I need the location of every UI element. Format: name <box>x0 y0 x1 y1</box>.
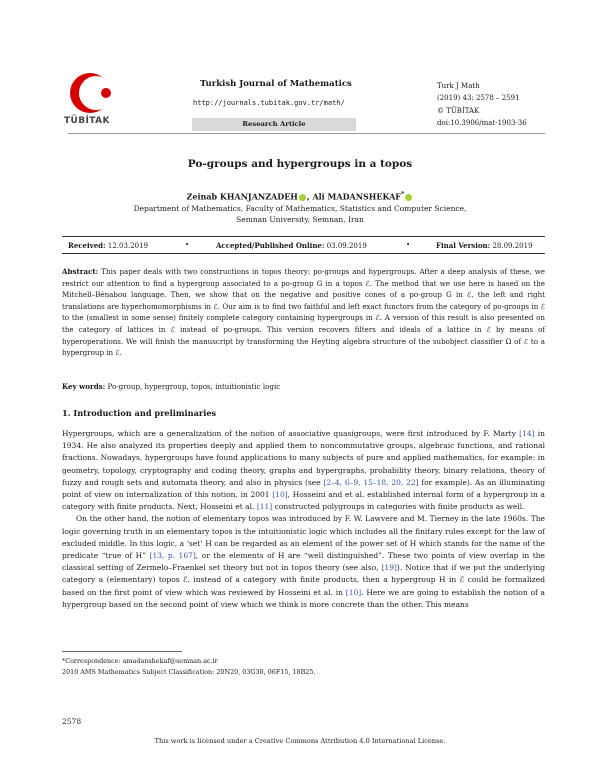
header-divider <box>68 133 545 134</box>
section-heading: 1. Introduction and preliminaries <box>62 408 217 418</box>
abstract-label: Abstract: <box>62 267 99 276</box>
paragraph <box>62 513 545 611</box>
citation-link[interactable]: [11] <box>256 502 273 512</box>
citation-info <box>437 80 527 130</box>
abstract-text: This paper deals with two constructions in topos theory: po-groups and hypergroups. After a deep analysis of these, we restrict our attention to find a hypergroup associated to a po-group G in a topos ℰ. The method that we use here is based on the Mitchell–Bénabou language. Then, we show that on the negative and positive cones of a po-group G in ℰ, the left and right translations are hyperhomomorphisms in ℰ. Our aim is to find two faithful and left exact functors from the category of po-groups in ℰ to the (smallest in some sense) finitely complete category containing hypergroups in ℰ. A version of this result is also presented on the category of lattices in ℰ instead of po-groups. This version recovers filters and ideals of a lattice in ℰ by means of hyperoperations. We will finish the manuscript by transforming the Heyting algebra structure of the subobject classifier Ω of ℰ to a hypergroup in ℰ. <box>62 267 545 358</box>
accepted-label: Accepted/Published Online: <box>216 241 325 250</box>
keywords-text: Po-group, hypergroup, topos, intuitionistic logic <box>107 382 281 391</box>
citation-link[interactable]: [19] <box>381 563 397 573</box>
body-text <box>62 428 545 611</box>
citation-link[interactable]: [10] <box>345 587 362 597</box>
text-run: , Hosseini and et al. established internal form of a hypergroup in a category with finite products. Next, Hosseini et al. <box>62 490 545 512</box>
copyright: © TÜBİTAK <box>437 106 480 115</box>
footnotes <box>62 656 545 677</box>
keywords-label: Key words: <box>62 382 106 391</box>
tubitak-logo <box>66 70 122 116</box>
corresponding-mark: * <box>400 190 405 198</box>
msc-note: 2010 AMS Mathematics Subject Classification: 20N20, 03G30, 06F15, 18B25. <box>62 667 316 676</box>
doi[interactable]: doi:10.3906/mat-1903-36 <box>437 119 527 128</box>
final-label: Final Version: <box>436 241 491 250</box>
text-run: constructed polygroups in categories with finite products as well. <box>272 502 525 512</box>
text-run: , or the elements of H are “well distinguished”. These two points of view overlap in the classical setting of Zermelo–Fraenkel set theory but not in topos theory (see also, <box>62 551 545 573</box>
journal-url[interactable]: http://journals.tubitak.gov.tr/math/ <box>193 99 345 107</box>
citation-link[interactable]: [14] <box>519 429 535 438</box>
affiliation <box>0 203 600 225</box>
bullet: • <box>185 241 190 249</box>
page-number: 2578 <box>62 717 82 726</box>
keywords <box>62 382 545 391</box>
authors: Zeinab KHANJANZADEH , Ali MADANSHEKAF* <box>0 190 600 202</box>
affiliation-line: Semnan University, Semnan, Iran <box>236 215 364 224</box>
citation-link[interactable]: [13, p. 167] <box>149 551 196 561</box>
author-1: Zeinab KHANJANZADEH <box>186 191 298 202</box>
dates-top-rule <box>62 236 545 237</box>
received-date: 12.03.2019 <box>107 242 148 250</box>
bullet: • <box>406 241 411 249</box>
author-2: Ali MADANSHEKAF <box>312 191 401 202</box>
journal-abbrev: Turk J Math <box>437 82 480 90</box>
text-run: in 1934. He also analyzed its properties deeply and applied them to noncommutative groups, algebraic functions, and rational fractions. Nowadays, hypergroups have found applications to many subjects of pure and applied mathematics, for example: in geometry, topology, cryptography and coding theory, graphs and hypergraphs, probability theory, binary relations, theory of fuzzy and rough sets and automata theory, and also in physics (see <box>62 429 545 487</box>
orcid-icon[interactable] <box>299 194 306 201</box>
text-run: . Here we are going to establish the notion of a hypergroup based on the second point of view which we think is more concrete than the other. This means <box>62 587 546 609</box>
correspondence-note: *Correspondence: amadanshekaf@semnan.ac.ir <box>62 657 218 665</box>
text-run: ). Notice that if we put the underlying category a (elementary) topos ℰ, instead of a category with finite products, then a hypergroup H in ℰ could be formalized based on the first point of view which was reviewed by Hosseini et al. in <box>62 563 545 597</box>
text-run: Hypergroups, which are a generalization of the notion of associative quasigroups, were first introduced by F. Marty <box>62 429 520 438</box>
abstract <box>62 266 545 359</box>
footnote-rule <box>62 651 182 652</box>
paragraph <box>62 428 545 513</box>
logo-text: TÜBİTAK <box>64 116 110 126</box>
affiliation-line: Department of Mathematics, Faculty of Mathematics, Statistics and Computer Science, <box>133 204 467 213</box>
paper-title: Po-groups and hypergroups in a topos <box>187 158 413 170</box>
accepted-date: 03.09.2019 <box>326 242 367 250</box>
journal-name: Turkish Journal of Mathematics <box>200 79 352 89</box>
dates-bottom-rule <box>62 253 545 254</box>
orcid-icon[interactable] <box>405 194 412 201</box>
final-date: 28.09.2019 <box>492 242 533 250</box>
text-run: for example). As an illuminating point of view on internalization of this notion, in 2001 <box>62 477 545 500</box>
citation-link[interactable]: [2–4, 6–9, 15–18, 20, 22] <box>323 477 419 487</box>
article-type: Research Article <box>242 120 306 128</box>
text-run: On the other hand, the notion of elementary topos was introduced by F. W. Lawvere and M. Tierney in the late 1960s. The logic governing truth in an elementary topos is the intuitionistic logic which includes all the finitary rules except for the law of excluded middle. In this logic, a ‘set’ H can be regarded as an element of the power set of H which stands for the name of the predicate “true of H” <box>62 514 545 561</box>
citation-link[interactable]: [10] <box>272 490 288 500</box>
received-label: Received: <box>68 241 106 250</box>
license-notice[interactable]: This work is licensed under a Creative Commons Attribution 4.0 International License. <box>154 737 446 745</box>
volume-pages: (2019) 43: 2578 – 2591 <box>437 94 520 103</box>
